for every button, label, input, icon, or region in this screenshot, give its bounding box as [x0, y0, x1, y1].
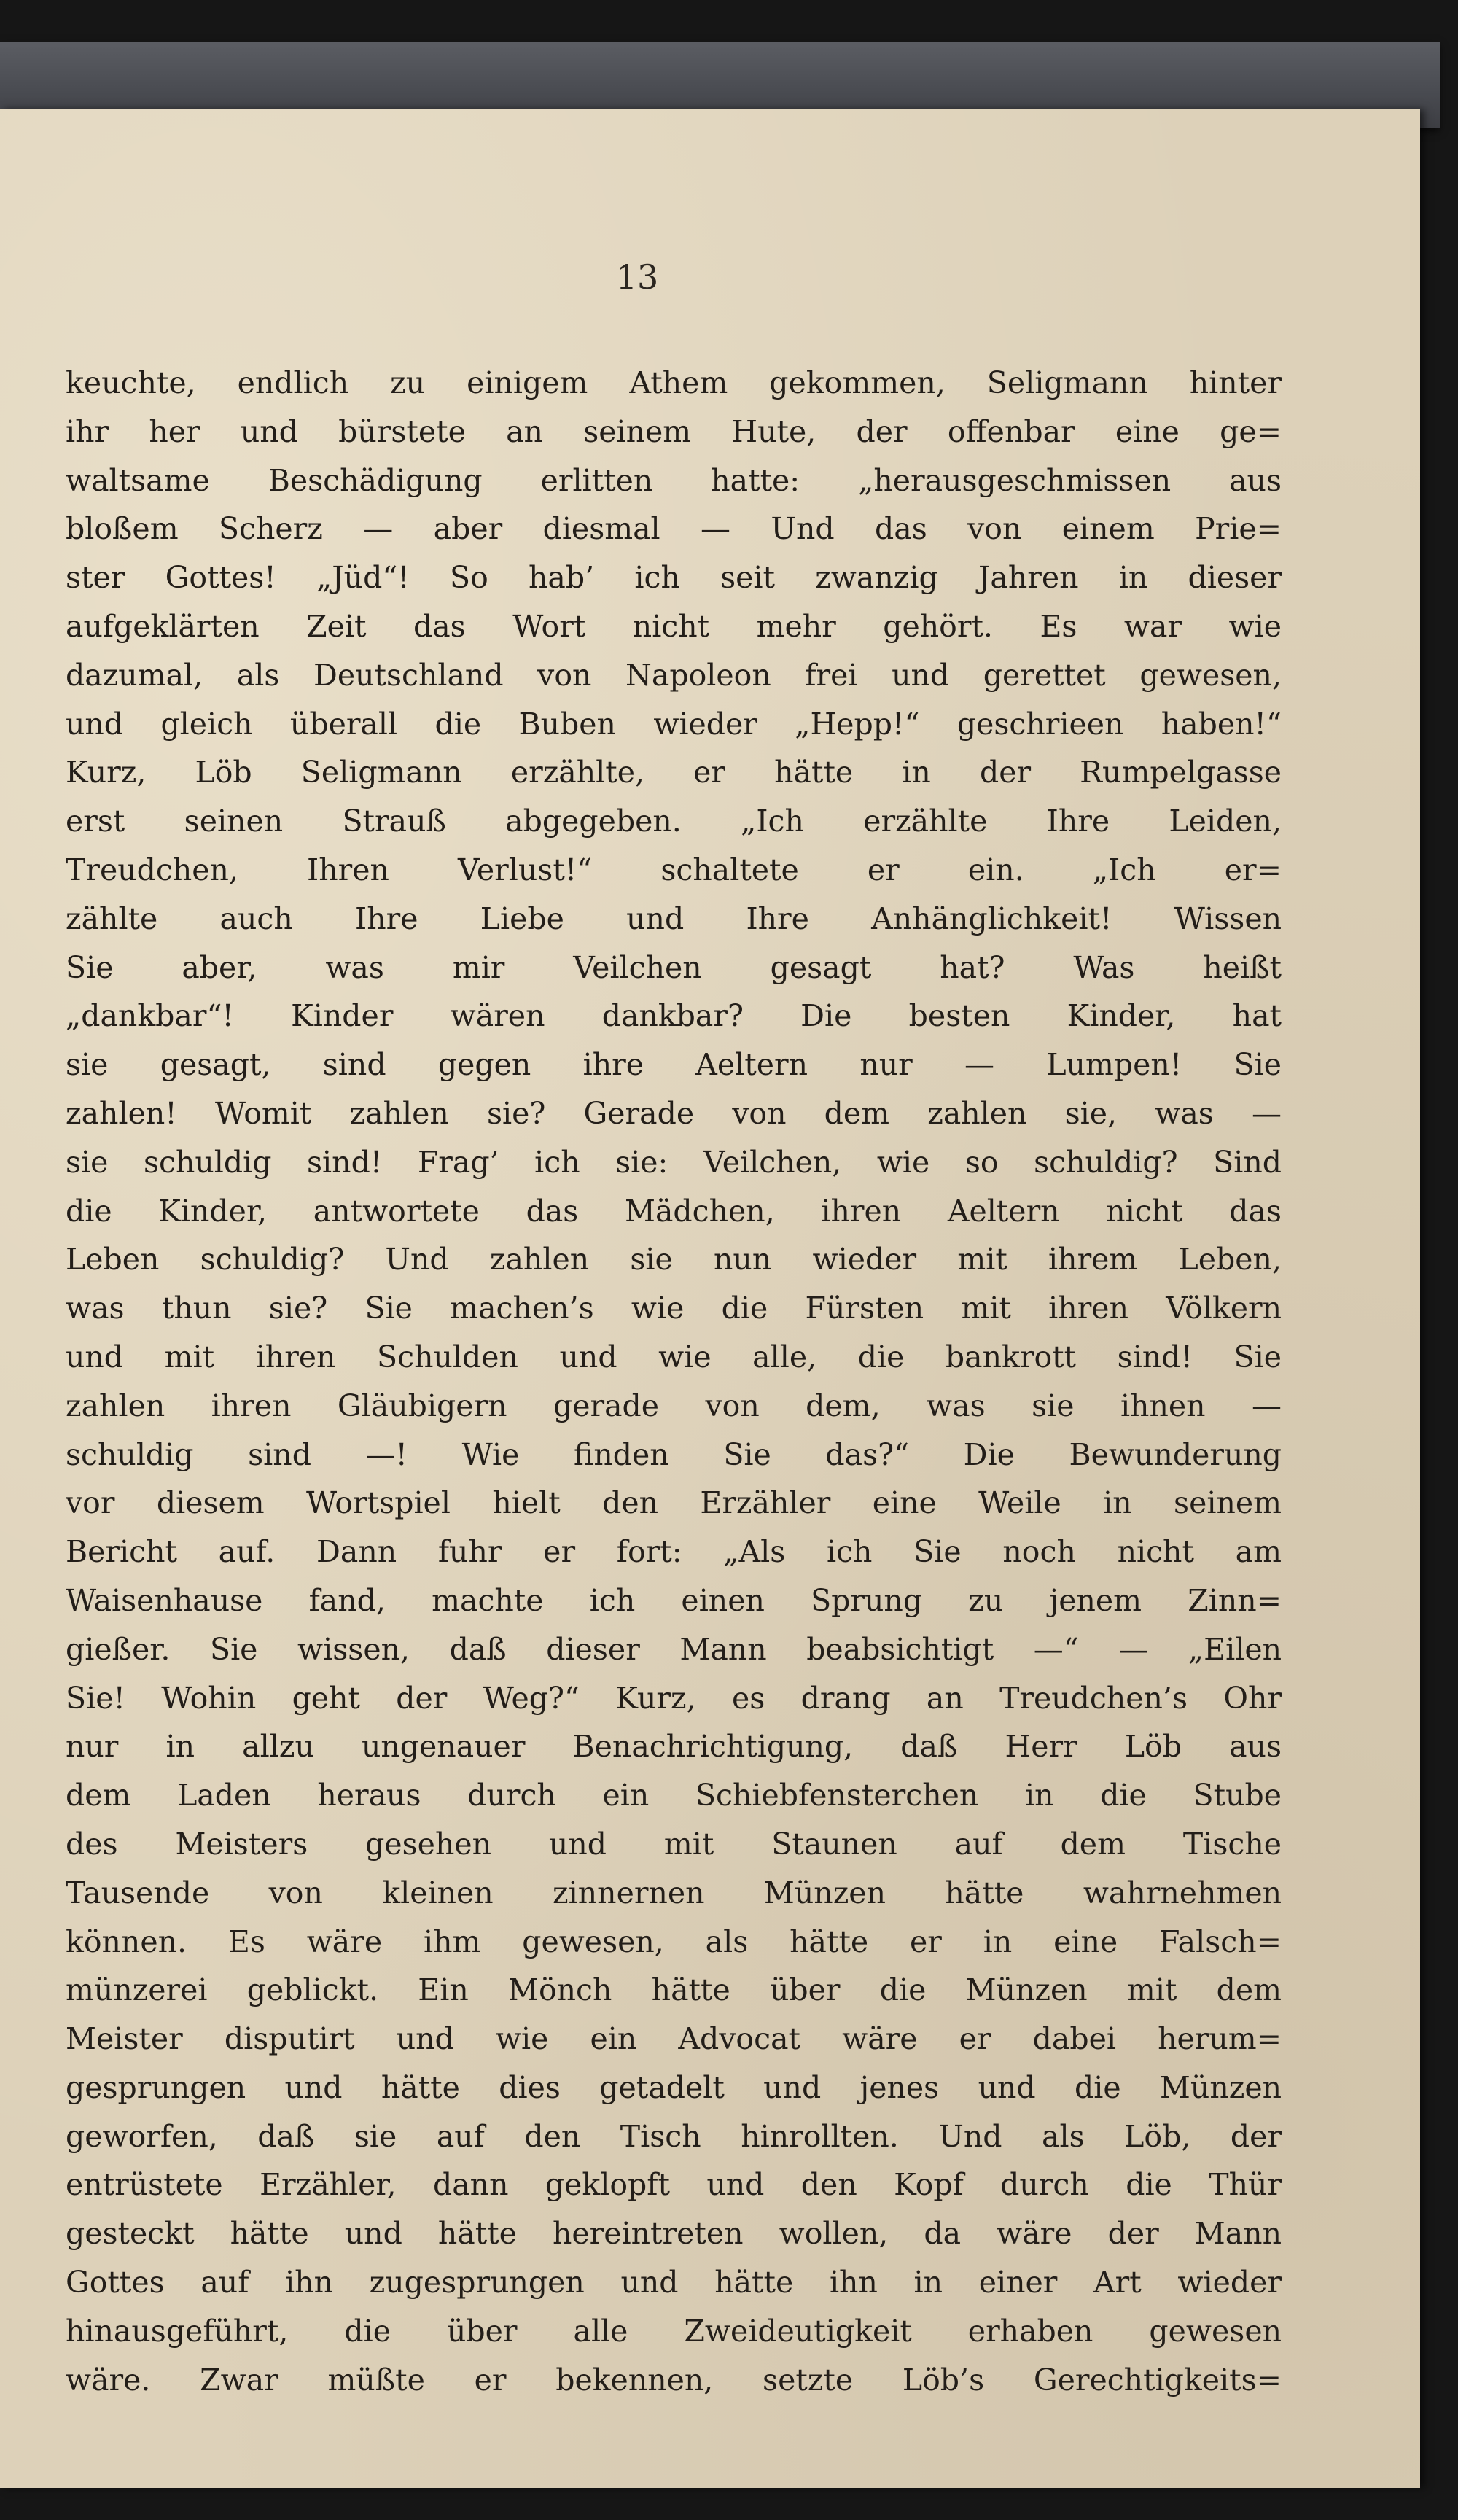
- text-line: dem Laden heraus durch ein Schiebfensterchen in die Stube: [66, 1778, 1282, 1813]
- text-line: waltsame Beschädigung erlitten hatte: „herausgeschmissen aus: [66, 462, 1282, 498]
- text-line: zahlen! Womit zahlen sie? Gerade von dem zahlen sie, was —: [66, 1095, 1282, 1131]
- text-line: Tausende von kleinen zinnernen Münzen hätte wahrnehmen: [66, 1875, 1282, 1910]
- text-line: geworfen, daß sie auf den Tisch hinrollten. Und als Löb, der: [66, 2118, 1282, 2154]
- text-line: entrüstete Erzähler, dann geklopft und den Kopf durch die Thür: [66, 2167, 1282, 2203]
- text-line: die Kinder, antwortete das Mädchen, ihren Aeltern nicht das: [66, 1193, 1282, 1229]
- text-line: nur in allzu ungenauer Benachrichtigung, daß Herr Löb aus: [66, 1729, 1282, 1765]
- text-line: münzerei geblickt. Ein Mönch hätte über die Münzen mit dem: [66, 1972, 1282, 2008]
- text-line: bloßem Scherz — aber diesmal — Und das von einem Prie=: [66, 511, 1282, 547]
- text-line: Gottes auf ihn zugesprungen und hätte ihn in einer Art wieder: [66, 2265, 1282, 2301]
- text-line: können. Es wäre ihm gewesen, als hätte er in eine Falsch=: [66, 1924, 1282, 1959]
- text-line: und gleich überall die Buben wieder „Hepp!“ geschrieen haben!“: [66, 706, 1282, 742]
- text-line: erst seinen Strauß abgegeben. „Ich erzählte Ihre Leiden,: [66, 804, 1282, 839]
- text-line: hinausgeführt, die über alle Zweideutigkeit erhaben gewesen: [66, 2313, 1282, 2349]
- page-sheet: [0, 109, 1420, 2488]
- text-line: ihr her und bürstete an seinem Hute, der offenbar eine ge=: [66, 413, 1282, 449]
- text-line: gießer. Sie wissen, daß dieser Mann beabsichtigt —“ — „Eilen: [66, 1631, 1282, 1667]
- text-line: keuchte, endlich zu einigem Athem gekommen, Seligmann hinter: [66, 365, 1282, 400]
- text-line: des Meisters gesehen und mit Staunen auf dem Tische: [66, 1826, 1282, 1862]
- text-line: was thun sie? Sie machen’s wie die Fürsten mit ihren Völkern: [66, 1291, 1282, 1326]
- text-line: Sie aber, was mir Veilchen gesagt hat? Was heißt: [66, 949, 1282, 985]
- page-number: 13: [615, 257, 659, 297]
- text-line: Sie! Wohin geht der Weg?“ Kurz, es drang an Treudchen’s Ohr: [66, 1680, 1282, 1716]
- text-line: zählte auch Ihre Liebe und Ihre Anhänglichkeit! Wissen: [66, 901, 1282, 936]
- text-line: schuldig sind —! Wie finden Sie das?“ Die Bewunderung: [66, 1436, 1282, 1472]
- text-line: dazumal, als Deutschland von Napoleon frei und gerettet gewesen,: [66, 657, 1282, 693]
- text-line: ster Gottes! „Jüd“! So hab’ ich seit zwanzig Jahren in dieser: [66, 560, 1282, 596]
- text-line: Leben schuldig? Und zahlen sie nun wieder mit ihrem Leben,: [66, 1242, 1282, 1278]
- text-line: aufgeklärten Zeit das Wort nicht mehr gehört. Es war wie: [66, 608, 1282, 644]
- text-line: und mit ihren Schulden und wie alle, die bankrott sind! Sie: [66, 1339, 1282, 1374]
- text-line: vor diesem Wortspiel hielt den Erzähler eine Weile in seinem: [66, 1485, 1282, 1521]
- text-line: sie gesagt, sind gegen ihre Aeltern nur — Lumpen! Sie: [66, 1047, 1282, 1083]
- text-line: gesprungen und hätte dies getadelt und jenes und die Münzen: [66, 2069, 1282, 2105]
- text-line: gesteckt hätte und hätte hereintreten wollen, da wäre der Mann: [66, 2216, 1282, 2252]
- text-line: „dankbar“! Kinder wären dankbar? Die besten Kinder, hat: [66, 998, 1282, 1034]
- text-line: sie schuldig sind! Frag’ ich sie: Veilchen, wie so schuldig? Sind: [66, 1144, 1282, 1180]
- text-line: Meister disputirt und wie ein Advocat wäre er dabei herum=: [66, 2021, 1282, 2057]
- text-line: Bericht auf. Dann fuhr er fort: „Als ich Sie noch nicht am: [66, 1534, 1282, 1570]
- text-line: wäre. Zwar müßte er bekennen, setzte Löb’s Gerechtigkeits=: [66, 2362, 1282, 2398]
- text-line: zahlen ihren Gläubigern gerade von dem, was sie ihnen —: [66, 1388, 1282, 1423]
- text-line: Kurz, Löb Seligmann erzählte, er hätte in der Rumpelgasse: [66, 755, 1282, 790]
- text-line: Treudchen, Ihren Verlust!“ schaltete er ein. „Ich er=: [66, 852, 1282, 887]
- body-text: [66, 359, 1282, 2404]
- text-line: Waisenhause fand, machte ich einen Sprung zu jenem Zinn=: [66, 1582, 1282, 1618]
